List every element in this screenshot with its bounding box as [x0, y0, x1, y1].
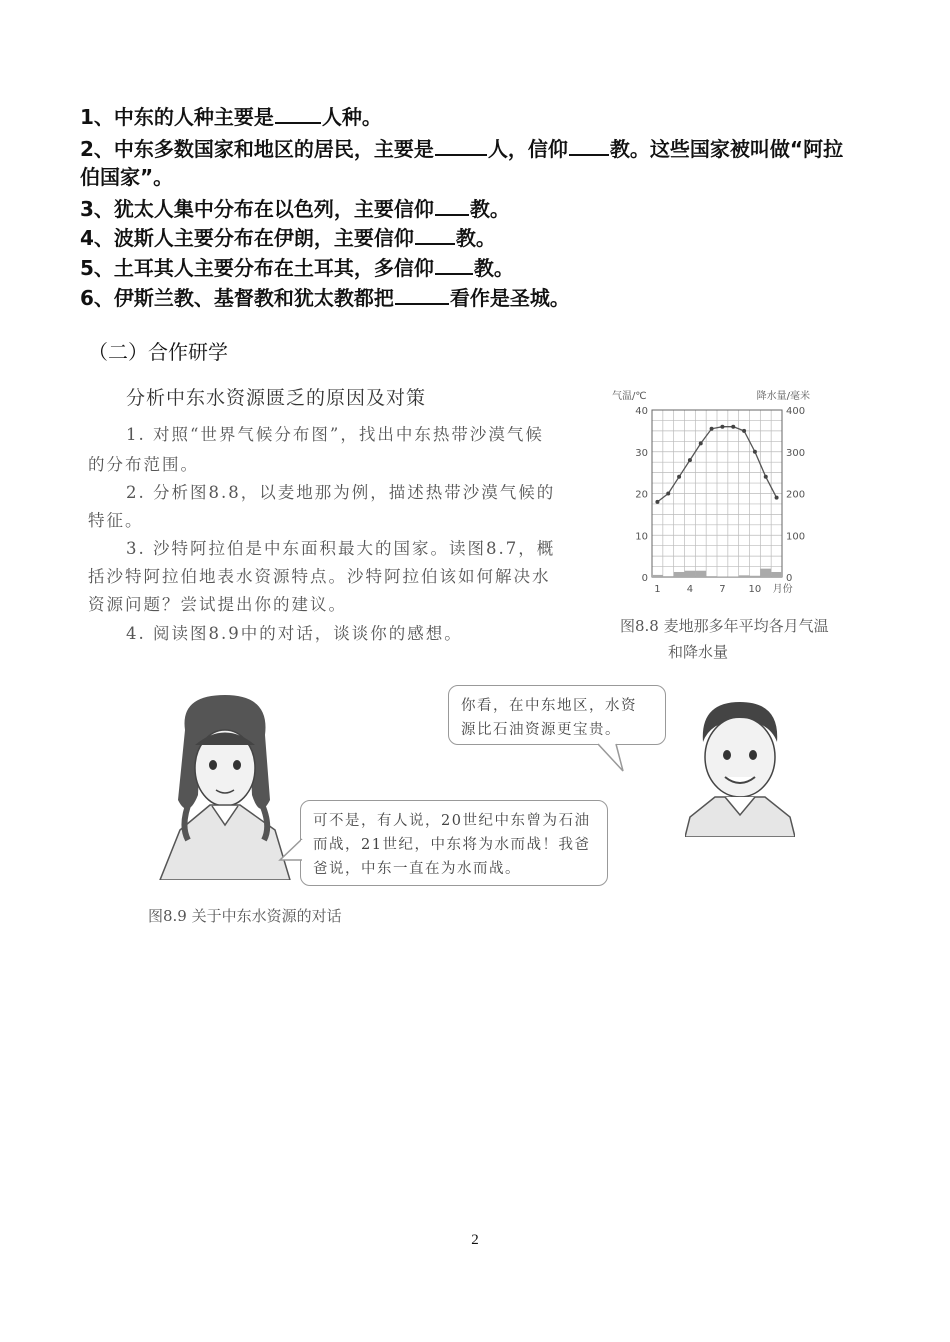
figure-caption: 图8.9 关于中东水资源的对话	[148, 907, 342, 925]
speech-line: 而战，21世纪，中东将为水而战！我爸	[313, 837, 591, 853]
left-tick-label: 40	[635, 406, 648, 417]
task-line: 特征。	[88, 511, 144, 530]
answer-blank[interactable]	[415, 221, 455, 245]
question-text: 教。	[469, 197, 510, 221]
right-tick-label: 0	[786, 573, 793, 584]
question-text: 6、伊斯兰教、基督教和犹太教都把	[80, 286, 394, 310]
question-text: 教。	[455, 226, 496, 250]
left-tick-label: 20	[635, 489, 648, 501]
right-tick-label: 400	[786, 406, 806, 417]
answer-blank[interactable]	[275, 100, 321, 124]
precip-bar	[674, 572, 685, 577]
right-tick-label: 100	[786, 531, 806, 543]
temperature-point	[775, 496, 779, 500]
boy-speech-bubble	[448, 685, 666, 745]
climate-chart	[610, 385, 815, 600]
x-tick-label: 7	[719, 584, 726, 595]
question-text: 3、犹太人集中分布在以色列，主要信仰	[80, 197, 434, 221]
speech-line: 爸说，中东一直在为水而战。	[313, 861, 521, 877]
question-text: 教。这些国家被叫做“阿拉	[609, 137, 844, 161]
answer-blank[interactable]	[435, 251, 473, 275]
precip-bar	[706, 576, 717, 577]
question-text: 人种。	[321, 105, 382, 129]
temperature-point	[764, 475, 768, 479]
temperature-point	[655, 500, 659, 504]
temperature-point	[688, 458, 692, 462]
temperature-point	[677, 475, 681, 479]
question-text: 2、中东多数国家和地区的居民，主要是	[80, 137, 434, 161]
question-line	[80, 221, 496, 253]
question-line	[80, 162, 173, 192]
x-tick-label: 月份	[772, 584, 793, 595]
temperature-point	[731, 425, 735, 429]
task-line: 括沙特阿拉伯地表水资源特点。沙特阿拉伯该如何解决水	[88, 567, 551, 586]
task-line: 2. 分析图8.8，以麦地那为例，描述热带沙漠气候的	[126, 483, 556, 502]
question-line	[80, 100, 382, 132]
question-line	[80, 251, 514, 283]
right-tick-label: 200	[786, 489, 806, 501]
task-line: 3. 沙特阿拉伯是中东面积最大的国家。读图8.7，概	[126, 539, 556, 558]
task-line: 4. 阅读图8.9中的对话，谈谈你的感想。	[126, 624, 463, 643]
speech-tail	[278, 838, 304, 868]
temperature-point	[666, 492, 670, 496]
question-text: 5、土耳其人主要分布在土耳其，多信仰	[80, 256, 434, 280]
left-tick-label: 30	[635, 447, 648, 459]
girl-speech-bubble	[300, 800, 608, 886]
figure-caption: 图8.8 麦地那多年平均各月气温	[620, 617, 829, 635]
task-line: 1. 对照“世界气候分布图”，找出中东热带沙漠气候	[126, 425, 544, 444]
speech-line: 你看，在中东地区，水资	[461, 698, 637, 714]
question-text: 1、中东的人种主要是	[80, 105, 274, 129]
temperature-point	[742, 429, 746, 433]
right-axis-title: 降水量/毫米	[756, 391, 810, 402]
answer-blank[interactable]	[569, 132, 609, 156]
figure-caption: 和降水量	[668, 643, 729, 661]
speech-line: 可不是，有人说，20世纪中东曾为石油	[313, 813, 591, 829]
answer-blank[interactable]	[435, 192, 469, 216]
question-text: 教。	[473, 256, 514, 280]
task-title: 分析中东水资源匮乏的原因及对策	[126, 387, 427, 409]
precip-bar	[750, 576, 761, 577]
task-line: 资源问题？尝试提出你的建议。	[88, 595, 347, 614]
speech-line: 源比石油资源更宝贵。	[461, 722, 621, 738]
left-axis-title: 气温/℃	[612, 391, 647, 402]
speech-tail	[598, 743, 628, 773]
precip-bar	[771, 572, 782, 577]
temperature-point	[720, 425, 724, 429]
x-tick-label: 4	[686, 584, 694, 595]
question-text: 4、波斯人主要分布在伊朗，主要信仰	[80, 226, 414, 250]
question-text: 看作是圣城。	[449, 286, 570, 310]
precip-bar	[760, 569, 771, 577]
precip-bar	[663, 576, 674, 577]
precip-bar	[652, 575, 663, 577]
boy-illustration	[685, 697, 795, 837]
task-line: 的分布范围。	[88, 455, 199, 474]
temperature-point	[753, 450, 757, 454]
left-tick-label: 0	[641, 573, 648, 584]
page-number: 2	[471, 1232, 479, 1248]
answer-blank[interactable]	[435, 132, 487, 156]
precip-bar	[739, 575, 750, 577]
question-text: 人，信仰	[487, 137, 568, 161]
answer-blank[interactable]	[395, 281, 449, 305]
question-line	[80, 192, 510, 224]
right-tick-label: 300	[786, 447, 806, 459]
left-tick-label: 10	[635, 531, 648, 543]
temperature-point	[710, 427, 714, 431]
precip-bar	[695, 571, 706, 577]
question-line	[80, 281, 570, 313]
x-tick-label: 10	[748, 584, 762, 595]
temperature-point	[699, 441, 703, 445]
precip-bar	[685, 571, 696, 577]
x-tick-label: 1	[654, 584, 661, 595]
question-line	[80, 132, 843, 164]
question-text: 伯国家”。	[80, 165, 174, 189]
section-heading: （二）合作研学	[88, 340, 228, 364]
